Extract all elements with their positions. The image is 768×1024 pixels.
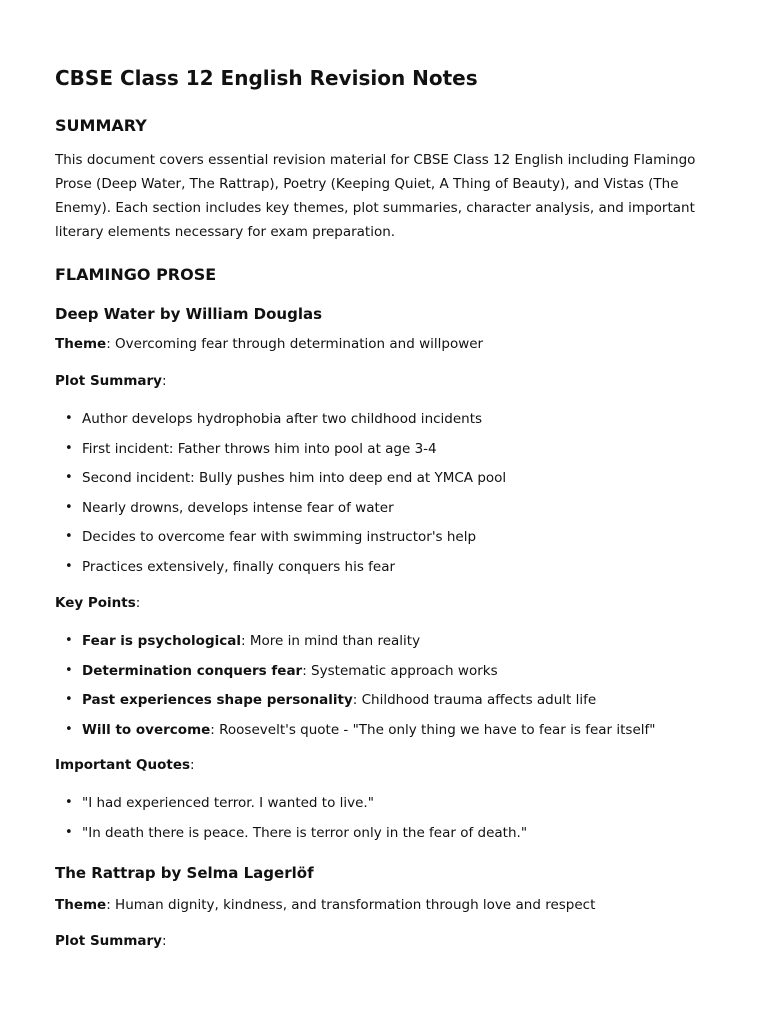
- list-item: [55, 409, 719, 439]
- bullet-icon: •: [65, 470, 73, 486]
- colon: :: [162, 933, 167, 949]
- list-item: [55, 468, 719, 498]
- key-point-title: Past experiences shape personality: [82, 692, 353, 709]
- list-item: [55, 631, 719, 661]
- theme-text: : Overcoming fear through determination and willpower: [106, 336, 484, 352]
- rattrap-heading: The Rattrap by Selma Lagerlöf: [55, 864, 314, 882]
- plot-summary-label: Plot Summary: [55, 933, 162, 949]
- list-item-text: Practices extensively, finally conquers his fear: [82, 558, 396, 575]
- quote-text: "In death there is peace. There is terror only in the fear of death.": [82, 824, 528, 841]
- key-point-text: : Systematic approach works: [302, 662, 498, 679]
- rattrap-theme: [55, 897, 595, 913]
- colon: :: [162, 373, 167, 389]
- deep-water-theme: [55, 336, 483, 352]
- summary-text: This document covers essential revision material for CBSE Class 12 English including Flamingo Prose (Deep Water, The Rattrap), Poetry (Keeping Quiet, A Thing of Beauty), and Vistas (The Enemy). Each section includes key themes, plot summaries, character analysis, and important literary elements necessary for exam preparation.: [55, 152, 696, 240]
- bullet-icon: •: [65, 795, 73, 810]
- list-item: [55, 498, 719, 528]
- deep-water-key-label: [55, 595, 140, 611]
- list-item-text: First incident: Father throws him into pool at age 3-4: [82, 440, 437, 457]
- quote-text: "I had experienced terror. I wanted to live.": [82, 795, 374, 811]
- bullet-icon: •: [65, 692, 73, 708]
- key-point-text: : Childhood trauma affects adult life: [352, 692, 597, 709]
- rattrap-plot-label: [55, 933, 167, 949]
- list-item: [55, 690, 719, 720]
- list-item: [55, 720, 719, 750]
- bullet-icon: •: [65, 662, 73, 678]
- key-point-title: Determination conquers fear: [82, 662, 303, 679]
- deep-water-quotes: [55, 793, 719, 852]
- bullet-icon: •: [65, 499, 73, 515]
- key-point-title: Will to overcome: [82, 721, 211, 738]
- deep-water-heading: Deep Water by William Douglas: [55, 305, 323, 323]
- key-point-title: Fear is psychological: [82, 633, 241, 649]
- bullet-icon: •: [65, 824, 73, 840]
- list-item-text: Second incident: Bully pushes him into deep end at YMCA pool: [82, 470, 507, 487]
- theme-text: : Human dignity, kindness, and transformation through love and respect: [106, 897, 596, 913]
- document-title: CBSE Class 12 English Revision Notes: [55, 66, 478, 90]
- list-item: [55, 823, 719, 853]
- bullet-icon: •: [65, 721, 73, 737]
- list-item-text: Decides to overcome fear with swimming instructor's help: [82, 529, 477, 546]
- list-item: [55, 527, 719, 557]
- list-item: [55, 439, 719, 469]
- deep-water-plot-label: [55, 373, 167, 389]
- key-point-text: : Roosevelt's quote - "The only thing we have to fear is fear itself": [210, 721, 656, 738]
- theme-label: Theme: [55, 336, 107, 352]
- list-item-text: Nearly drowns, develops intense fear of water: [82, 499, 394, 516]
- bullet-icon: •: [65, 529, 73, 545]
- deep-water-quotes-label: [55, 757, 195, 773]
- deep-water-key-points: [55, 631, 719, 749]
- flamingo-prose-heading: FLAMINGO PROSE: [55, 265, 217, 284]
- bullet-icon: •: [65, 558, 73, 574]
- key-point-text: : More in mind than reality: [240, 633, 421, 649]
- summary-heading: SUMMARY: [55, 116, 147, 135]
- key-points-label: Key Points: [55, 595, 136, 611]
- plot-summary-label: Plot Summary: [55, 373, 162, 389]
- list-item: [55, 793, 719, 823]
- deep-water-plot-list: [55, 409, 719, 587]
- important-quotes-label: Important Quotes: [55, 757, 191, 773]
- list-item: [55, 661, 719, 691]
- bullet-icon: •: [65, 633, 73, 648]
- colon: :: [190, 757, 195, 773]
- colon: :: [135, 595, 141, 611]
- theme-label: Theme: [55, 897, 107, 913]
- bullet-icon: •: [65, 440, 73, 456]
- bullet-icon: •: [65, 411, 73, 426]
- list-item-text: Author develops hydrophobia after two childhood incidents: [82, 411, 483, 427]
- list-item: [55, 557, 719, 587]
